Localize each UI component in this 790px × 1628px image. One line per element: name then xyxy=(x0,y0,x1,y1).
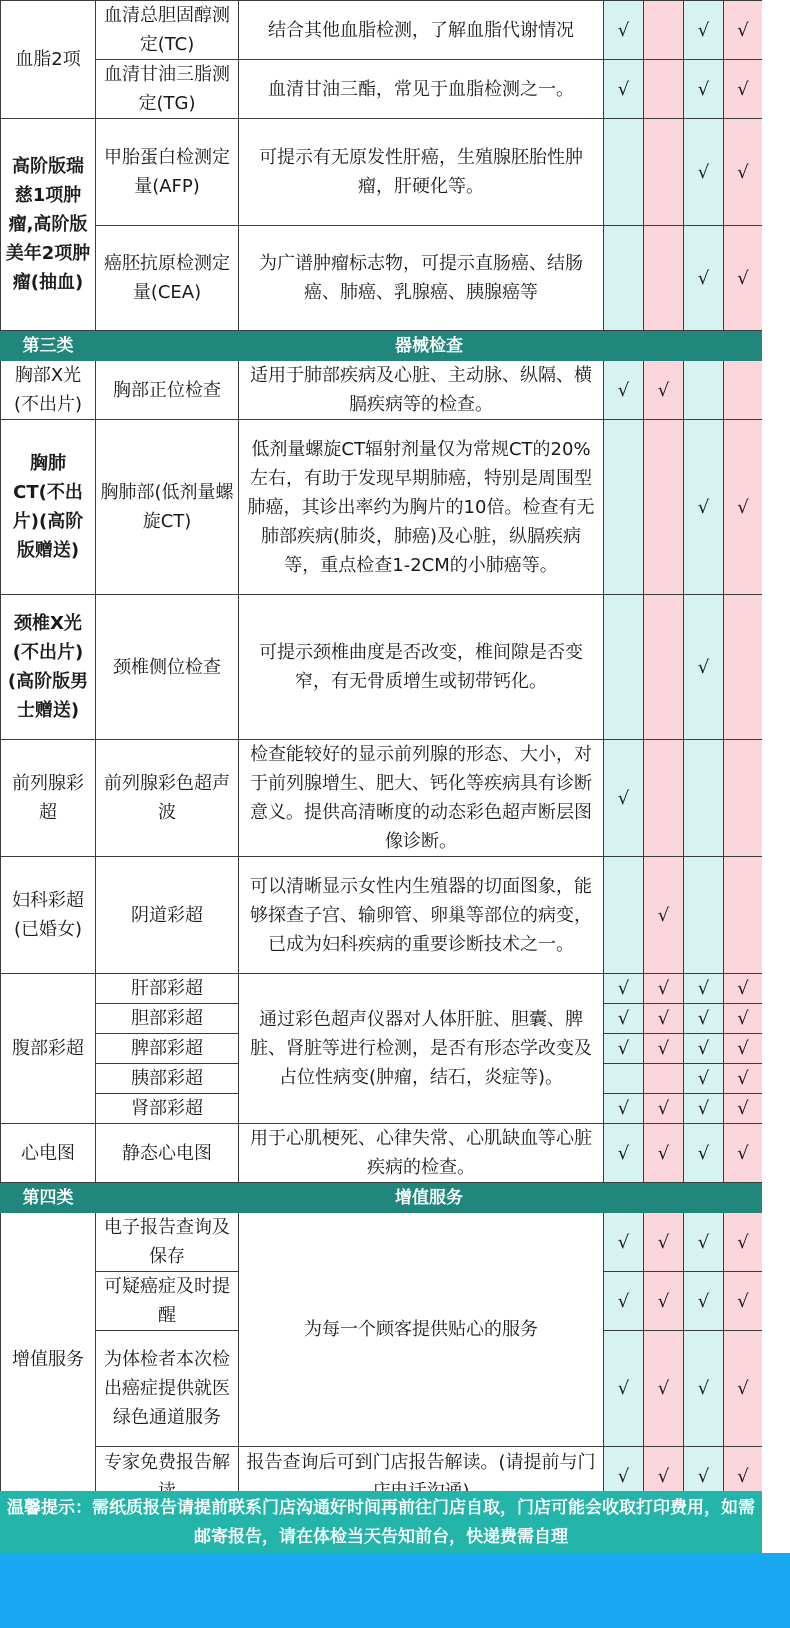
check-col-1: √ xyxy=(604,361,644,420)
check-col-1: √ xyxy=(604,1272,644,1331)
check-col-3: √ xyxy=(684,1272,724,1331)
item-name: 阴道彩超 xyxy=(96,857,239,974)
table-row xyxy=(1,226,763,331)
check-col-1: √ xyxy=(604,1213,644,1272)
check-col-1 xyxy=(604,420,644,595)
section-label: 第四类 xyxy=(1,1183,96,1213)
check-col-3: √ xyxy=(684,1,724,60)
check-col-2 xyxy=(644,595,684,740)
table-row xyxy=(1,119,763,226)
category-service: 增值服务 xyxy=(1,1213,96,1507)
check-col-3: √ xyxy=(684,1213,724,1272)
check-col-2: √ xyxy=(644,1124,684,1183)
check-col-3 xyxy=(684,740,724,857)
check-col-2: √ xyxy=(644,1094,684,1124)
section-title: 器械检查 xyxy=(96,331,763,361)
check-col-1: √ xyxy=(604,1034,644,1064)
check-col-1: √ xyxy=(604,740,644,857)
check-col-2: √ xyxy=(644,1213,684,1272)
check-col-2: √ xyxy=(644,361,684,420)
check-col-3: √ xyxy=(684,1331,724,1447)
item-description: 为广谱肿瘤标志物，可提示直肠癌、结肠癌、肺癌、乳腺癌、胰腺癌等 xyxy=(239,226,604,331)
check-col-3: √ xyxy=(684,1004,724,1034)
check-col-1: √ xyxy=(604,1447,644,1507)
item-description: 为每一个顾客提供贴心的服务 xyxy=(239,1213,604,1447)
check-col-1: √ xyxy=(604,1004,644,1034)
table-row xyxy=(1,1124,763,1183)
table-row xyxy=(1,1213,763,1272)
check-col-3: √ xyxy=(684,60,724,119)
section-header-3 xyxy=(1,331,763,361)
table-row xyxy=(1,740,763,857)
check-col-4 xyxy=(724,361,763,420)
check-col-1: √ xyxy=(604,60,644,119)
check-col-1: √ xyxy=(604,1,644,60)
item-name: 血清总胆固醇测定(TC) xyxy=(96,1,239,60)
table-row xyxy=(1,420,763,595)
check-col-3: √ xyxy=(684,595,724,740)
table-row xyxy=(1,974,763,1004)
check-col-3: √ xyxy=(684,1447,724,1507)
check-col-3: √ xyxy=(684,1094,724,1124)
item-name: 静态心电图 xyxy=(96,1124,239,1183)
section-header-4 xyxy=(1,1183,763,1213)
check-col-2: √ xyxy=(644,857,684,974)
item-name: 电子报告查询及保存 xyxy=(96,1213,239,1272)
item-name: 甲胎蛋白检测定量(AFP) xyxy=(96,119,239,226)
table-row xyxy=(1,595,763,740)
check-col-1 xyxy=(604,595,644,740)
item-description: 低剂量螺旋CT辐射剂量仅为常规CT的20%左右，有助于发现早期肺癌，特别是周围型肺癌，其诊出率约为胸片的10倍。检查有无肺部疾病(肺炎，肺癌)及心脏，纵膈疾病等，重点检查1-2CM的小肺癌等。 xyxy=(239,420,604,595)
right-margin xyxy=(762,0,790,1553)
item-description: 可以清晰显示女性内生殖器的切面图象，能够探查子宫、输卵管、卵巢等部位的病变，已成为妇科疾病的重要诊断技术之一。 xyxy=(239,857,604,974)
check-col-2 xyxy=(644,420,684,595)
item-name: 肝部彩超 xyxy=(96,974,239,1004)
check-col-4: √ xyxy=(724,974,763,1004)
check-col-2: √ xyxy=(644,1004,684,1034)
table-row xyxy=(1,361,763,420)
item-name: 脾部彩超 xyxy=(96,1034,239,1064)
check-col-1: √ xyxy=(604,1094,644,1124)
check-col-4: √ xyxy=(724,60,763,119)
check-col-4: √ xyxy=(724,1272,763,1331)
reminder-banner: 温馨提示：需纸质报告请提前联系门店沟通好时间再前往门店自取，门店可能会收取打印费用，如需邮寄报告，请在体检当天告知前台，快递费需自理 xyxy=(0,1491,762,1553)
item-name: 胸肺部(低剂量螺旋CT) xyxy=(96,420,239,595)
check-col-4 xyxy=(724,857,763,974)
check-col-2 xyxy=(644,1064,684,1094)
check-col-4: √ xyxy=(724,1064,763,1094)
category-lipid: 血脂2项 xyxy=(1,1,96,119)
check-col-4: √ xyxy=(724,1004,763,1034)
check-col-4: √ xyxy=(724,119,763,226)
section-label: 第三类 xyxy=(1,331,96,361)
check-col-1 xyxy=(604,226,644,331)
table-row xyxy=(1,60,763,119)
table-row xyxy=(1,1,763,60)
item-description: 用于心肌梗死、心律失常、心肌缺血等心脏疾病的检查。 xyxy=(239,1124,604,1183)
check-col-4: √ xyxy=(724,420,763,595)
check-col-4: √ xyxy=(724,1447,763,1507)
item-name: 胆部彩超 xyxy=(96,1004,239,1034)
check-col-3: √ xyxy=(684,420,724,595)
check-col-3 xyxy=(684,361,724,420)
check-col-3: √ xyxy=(684,119,724,226)
item-name: 前列腺彩色超声波 xyxy=(96,740,239,857)
check-col-3 xyxy=(684,857,724,974)
category-cervical: 颈椎X光(不出片)(高阶版男士赠送) xyxy=(1,595,96,740)
check-col-3: √ xyxy=(684,1124,724,1183)
check-col-1: √ xyxy=(604,1124,644,1183)
check-col-2: √ xyxy=(644,1331,684,1447)
check-col-2 xyxy=(644,1,684,60)
item-name: 专家免费报告解 xyxy=(96,1447,239,1507)
check-col-1 xyxy=(604,119,644,226)
category-ecg: 心电图 xyxy=(1,1124,96,1183)
check-col-3: √ xyxy=(684,1064,724,1094)
item-name: 胸部正位检查 xyxy=(96,361,239,420)
check-col-3: √ xyxy=(684,974,724,1004)
check-col-4: √ xyxy=(724,1213,763,1272)
category-xray: 胸部X光(不出片) xyxy=(1,361,96,420)
check-col-4: √ xyxy=(724,226,763,331)
category-ct: 胸肺CT(不出片)(高阶版赠送) xyxy=(1,420,96,595)
check-col-1: √ xyxy=(604,1331,644,1447)
category-abdomen: 腹部彩超 xyxy=(1,974,96,1124)
check-col-2: √ xyxy=(644,1034,684,1064)
item-name: 可疑癌症及时提醒 xyxy=(96,1272,239,1331)
check-col-4 xyxy=(724,740,763,857)
check-col-1 xyxy=(604,857,644,974)
item-description: 血清甘油三酯，常见于血脂检测之一。 xyxy=(239,60,604,119)
check-col-4: √ xyxy=(724,1034,763,1064)
item-name: 肾部彩超 xyxy=(96,1094,239,1124)
item-description: 检查能较好的显示前列腺的形态、大小，对于前列腺增生、肥大、钙化等疾病具有诊断意义。提供高清晰度的动态彩色超声断层图像诊断。 xyxy=(239,740,604,857)
check-col-1: √ xyxy=(604,974,644,1004)
check-col-2 xyxy=(644,226,684,331)
check-col-3: √ xyxy=(684,226,724,331)
item-description: 结合其他血脂检测，了解血脂代谢情况 xyxy=(239,1,604,60)
bottom-bar xyxy=(0,1553,790,1628)
item-name: 颈椎侧位检查 xyxy=(96,595,239,740)
category-gyn: 妇科彩超(已婚女) xyxy=(1,857,96,974)
check-col-2 xyxy=(644,119,684,226)
section-title: 增值服务 xyxy=(96,1183,763,1213)
check-col-4: √ xyxy=(724,1331,763,1447)
table-row xyxy=(1,857,763,974)
check-col-2: √ xyxy=(644,974,684,1004)
check-col-4: √ xyxy=(724,1124,763,1183)
check-col-2 xyxy=(644,740,684,857)
item-name: 癌胚抗原检测定量(CEA) xyxy=(96,226,239,331)
item-description: 可提示颈椎曲度是否改变，椎间隙是否变窄，有无骨质增生或韧带钙化。 xyxy=(239,595,604,740)
item-description: 报告查询后可到门店报告解读。(请提前与门 xyxy=(239,1447,604,1507)
item-name: 为体检者本次检出癌症提供就医绿色通道服务 xyxy=(96,1331,239,1447)
check-col-4 xyxy=(724,595,763,740)
category-prostate: 前列腺彩超 xyxy=(1,740,96,857)
check-col-1 xyxy=(604,1064,644,1094)
item-description: 适用于肺部疾病及心脏、主动脉、纵隔、横膈疾病等的检查。 xyxy=(239,361,604,420)
check-col-4: √ xyxy=(724,1094,763,1124)
check-col-2: √ xyxy=(644,1447,684,1507)
category-tumor: 高阶版瑞慈1项肿瘤,高阶版美年2项肿瘤(抽血) xyxy=(1,119,96,331)
check-col-4: √ xyxy=(724,1,763,60)
item-name: 血清甘油三脂测定(TG) xyxy=(96,60,239,119)
check-col-2: √ xyxy=(644,1272,684,1331)
check-col-3: √ xyxy=(684,1034,724,1064)
check-col-2 xyxy=(644,60,684,119)
item-name: 胰部彩超 xyxy=(96,1064,239,1094)
item-description: 可提示有无原发性肝癌，生殖腺胚胎性肿瘤，肝硬化等。 xyxy=(239,119,604,226)
item-description: 通过彩色超声仪器对人体肝脏、胆囊、脾脏、肾脏等进行检测，是否有形态学改变及占位性病变(肿瘤，结石，炎症等)。 xyxy=(239,974,604,1124)
